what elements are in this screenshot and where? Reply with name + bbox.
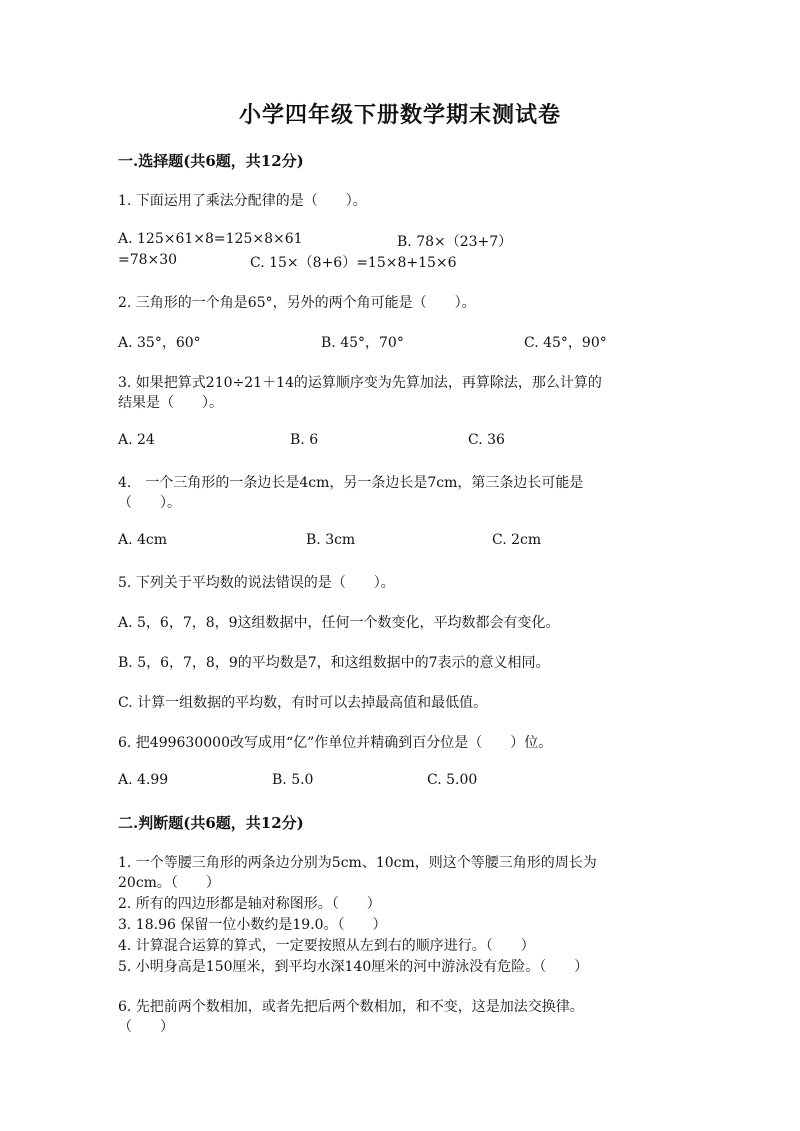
judgement-item: 3. 18.96 保留一位小数约是19.0。（ ）: [118, 917, 387, 933]
option-c: C. 5.00: [427, 772, 478, 788]
option-b-continued: =78×30: [118, 252, 178, 268]
question-stem: 6. 把499630000改写成用“亿”作单位并精确到百分位是（ ）位。: [118, 735, 553, 751]
question-stem: 3. 如果把算式210÷21＋14的运算顺序变为先算加法，再算除法，那么计算的: [118, 375, 602, 391]
option-b: B. 5，6，7，8，9的平均数是7，和这组数据中的7表示的意义相同。: [118, 655, 550, 671]
judgement-item: 6. 先把前两个数相加，或者先把后两个数相加，和不变，这是加法交换律。: [118, 999, 584, 1015]
question-stem: 2. 三角形的一个角是65°，另外的两个角可能是（ ）。: [118, 295, 476, 311]
section-heading-choice: 一.选择题(共6题，共12分): [118, 152, 304, 170]
judgement-item-continued: （ ）: [118, 1019, 174, 1035]
judgement-item: 4. 计算混合运算的算式，一定要按照从左到右的顺序进行。（ ）: [118, 938, 535, 954]
option-a: A. 4cm: [118, 532, 168, 548]
option-a: A. 4.99: [118, 772, 169, 788]
option-c: C. 15×（8+6）=15×8+15×6: [250, 255, 457, 271]
option-b: B. 3cm: [306, 532, 356, 548]
option-a: A. 125×61×8=125×8×61: [118, 231, 303, 247]
question-stem: 1. 下面运用了乘法分配律的是（ ）。: [118, 193, 367, 209]
question-stem-continued: （ ）。: [118, 495, 181, 511]
option-c: C. 45°，90°: [524, 335, 607, 351]
option-a: A. 5，6，7，8，9这组数据中，任何一个数变化，平均数都会有变化。: [118, 615, 560, 631]
question-stem: 5. 下列关于平均数的说法错误的是（ ）。: [118, 575, 395, 591]
option-b: B. 6: [290, 432, 319, 448]
option-c: C. 2cm: [492, 532, 542, 548]
section-heading-judgement: 二.判断题(共6题，共12分): [118, 814, 304, 832]
judgement-item: 2. 所有的四边形都是轴对称图形。（ ）: [118, 896, 381, 912]
page-title: 小学四年级下册数学期末测试卷: [238, 102, 561, 128]
option-b: B. 5.0: [272, 772, 314, 788]
judgement-item-continued: 20cm。（ ）: [118, 875, 220, 891]
option-a: A. 24: [118, 432, 155, 448]
question-stem-continued: 结果是（ ）。: [118, 395, 223, 411]
question-stem: 4. 一个三角形的一条边长是4cm，另一条边长是7cm，第三条边长可能是: [118, 475, 584, 491]
option-b: B. 45°，70°: [321, 335, 404, 351]
option-c: C. 36: [468, 432, 505, 448]
option-b: B. 78×（23+7）: [397, 234, 513, 250]
option-c: C. 计算一组数据的平均数，有时可以去掉最高值和最低值。: [118, 695, 488, 711]
judgement-item: 1. 一个等腰三角形的两条边分别为5cm、10cm，则这个等腰三角形的周长为: [118, 855, 597, 871]
judgement-item: 5. 小明身高是150厘米，到平均水深140厘米的河中游泳没有危险。（ ）: [118, 959, 589, 975]
option-a: A. 35°，60°: [118, 335, 201, 351]
